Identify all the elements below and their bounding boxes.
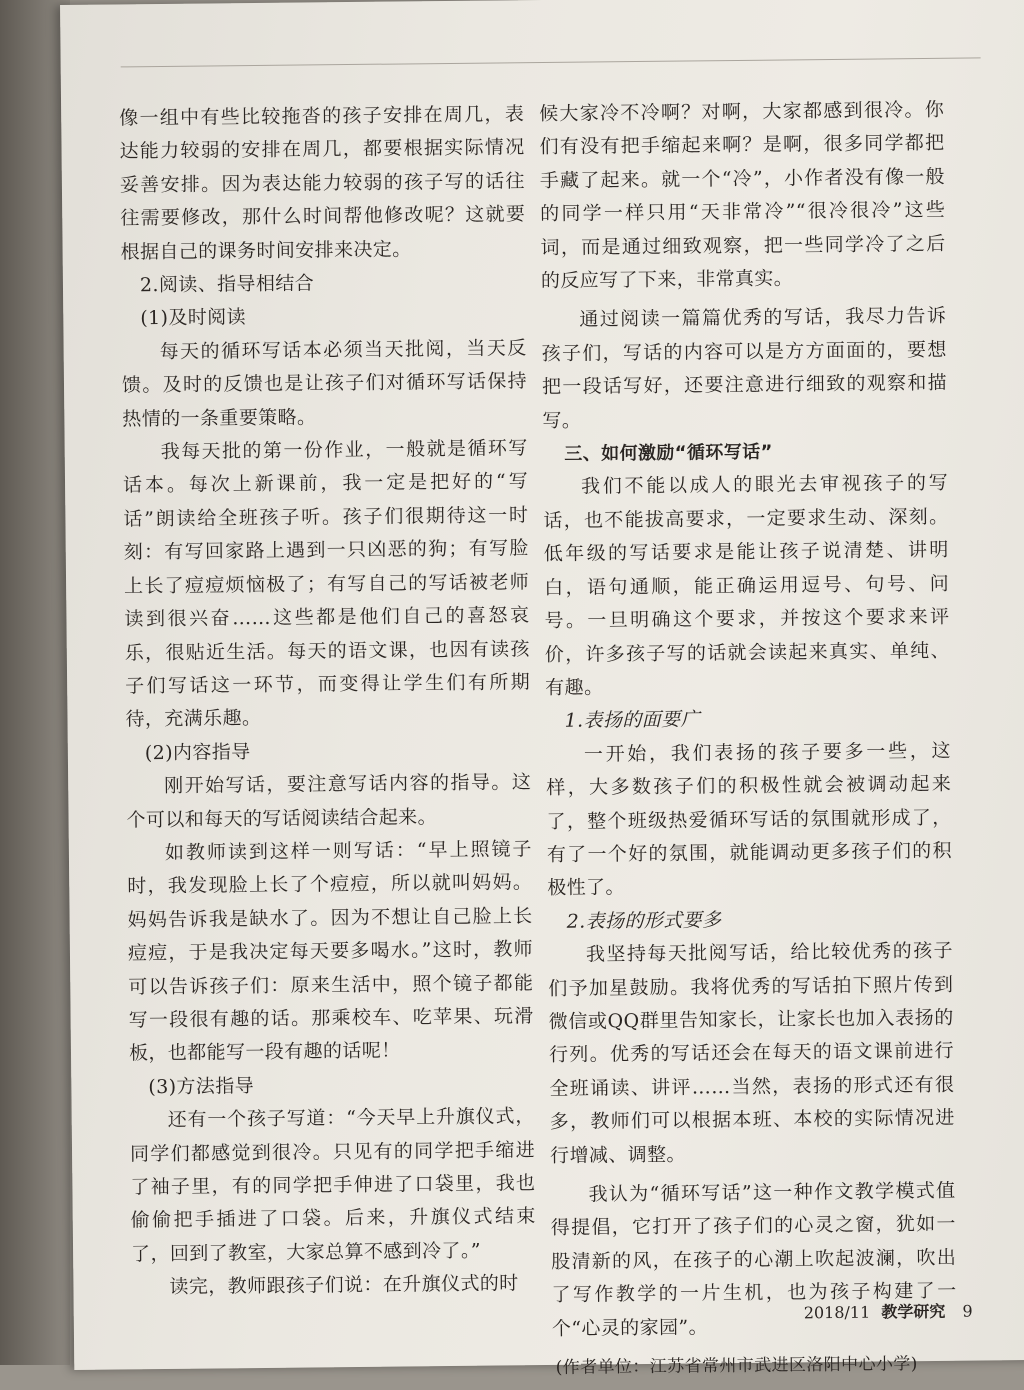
left-column-paragraph: 如教师读到这样一则写话：“早上照镜子时，我发现脸上长了个痘痘，所以就叫妈妈。妈妈告诉我是缺水了。因为不想让自己脸上长痘痘，于是我决定每天要多喝水。”这时，教师可以告诉孩子们：原来生活中，照个镜子都能写一段很有趣的话。那乘校车、吃苹果、玩滑板，也都能写一段有趣的话呢！ (127, 838, 534, 1065)
right-column-paragraph: 我认为“循环写话”这一种作文教学模式值得提倡，它打开了孩子们的心灵之窗，犹如一股清新的风，在孩子的心潮上吹起波澜，吹出了写作教学的一片生机，也为孩子构建了一个“心灵的家园”。 (550, 1179, 957, 1340)
page-footer (804, 1298, 1004, 1323)
document-page (60, 0, 1024, 1378)
left-column-paragraph: 刚开始写话，要注意写话内容的指导。这个可以和每天的写话阅读结合起来。 (126, 771, 532, 831)
left-column-paragraph: 每天的循环写话本必须当天批阅，当天反馈。及时的反馈也是让孩子们对循环写话保持热情的一条重要策略。 (121, 337, 528, 431)
right-column-paragraph: 候大家冷不冷啊？对啊，大家都感到很冷。你们有没有把手缩起来啊？是啊，很多同学都把手藏了起来。就一个“冷”，小作者没有像一般的同学一样只用“天非常冷”“很冷很冷”这些词，而是通过细致观察，把一些同学冷了之后的反应写了下来，非常真实。 (539, 98, 946, 293)
right-column-heading: 三、如何激励“循环写话” (564, 441, 773, 465)
right-column (539, 94, 957, 1386)
left-column-heading: 2.阅读、指导相结合 (139, 272, 315, 297)
header-rule (121, 57, 981, 67)
left-column-paragraph: 我每天批的第一份作业，一般就是循环写话本。每次上新课前，我一定是把好的“写话”朗读给全班孩子听。孩子们很期待这一时刻：有写回家路上遇到一只凶恶的狗；有写脸上长了痘痘烦恼极了；有写自己的写话被老师读到很兴奋……这些都是他们自己的喜怒哀乐，很贴近生活。每天的语文课，也因有读孩子们写话这一环节，而变得让学生们有所期待，充满乐趣。 (122, 437, 531, 731)
left-column-paragraph: 还有一个孩子写道：“今天早上升旗仪式，同学们都感觉到很冷。只见有的同学把手缩进了袖子里，有的同学把手伸进了口袋里，我也偷偷把手插进了口袋。后来，升旗仪式结束了，回到了教室，大家总算不感到冷了。” (129, 1105, 536, 1266)
left-column (119, 98, 537, 1305)
right-column-paragraph: 通过阅读一篇篇优秀的写话，我尽力告诉孩子们，写话的内容可以是方方面面的，要想把一段话写好，还要注意进行细致的观察和描写。 (541, 305, 948, 432)
left-column-heading: (3)方法指导 (148, 1074, 255, 1098)
left-column-paragraph: 像一组中有些比较拖沓的孩子安排在周几，表达能力较弱的安排在周几，都要根据实际情况妥善安排。因为表达能力较弱的孩子写的话往往需要修改，那什么时间帮他修改呢？这就要根据自己的课务时间安排来决定。 (119, 103, 526, 264)
right-column-paragraph: 我坚持每天批阅写话，给比较优秀的孩子们予加星鼓励。我将优秀的写话拍下照片传到微信或QQ群里告知家长，让家长也加入表扬的行列。优秀的写话还会在每天的语文课前进行全班诵读、讲评……当然，表扬的形式还有很多，教师们可以根据本班、本校的实际情况进行增减、调整。 (548, 939, 955, 1167)
right-column-author-affiliation: (作者单位：江苏省常州市武进区洛阳中心小学) (555, 1354, 918, 1378)
page-number: 9 (962, 1301, 973, 1321)
right-column-paragraph: 一开始，我们表扬的孩子要多一些，这样，大多数孩子们的积极性就会被调动起来了，整个班级热爱循环写话的氛围就形成了，有了一个好的氛围，就能调动更多孩子们的积极性了。 (546, 739, 953, 900)
right-column-heading: 2.表扬的形式要多 (566, 908, 722, 933)
footer-journal-name: 教学研究 (881, 1301, 946, 1322)
left-column-paragraph: 读完，教师跟孩子们说：在升旗仪式的时 (169, 1272, 519, 1299)
left-column-heading: (1)及时阅读 (140, 306, 247, 330)
footer-date: 2018/11 (803, 1302, 871, 1323)
right-column-paragraph: 我们不能以成人的眼光去审视孩子的写话，也不能拔高要求，一定要求生动、深刻。低年级的写话要求是能让孩子说清楚、讲明白，语句通顺，能正确运用逗号、句号、问号。一旦明确这个要求，并按这个要求来评价，许多孩子写的话就会读起来真实、单纯、有趣。 (543, 472, 950, 699)
left-column-heading: (2)内容指导 (144, 740, 251, 764)
right-column-heading: 1.表扬的面要广 (564, 708, 701, 733)
page-binding-edge (0, 0, 70, 1365)
